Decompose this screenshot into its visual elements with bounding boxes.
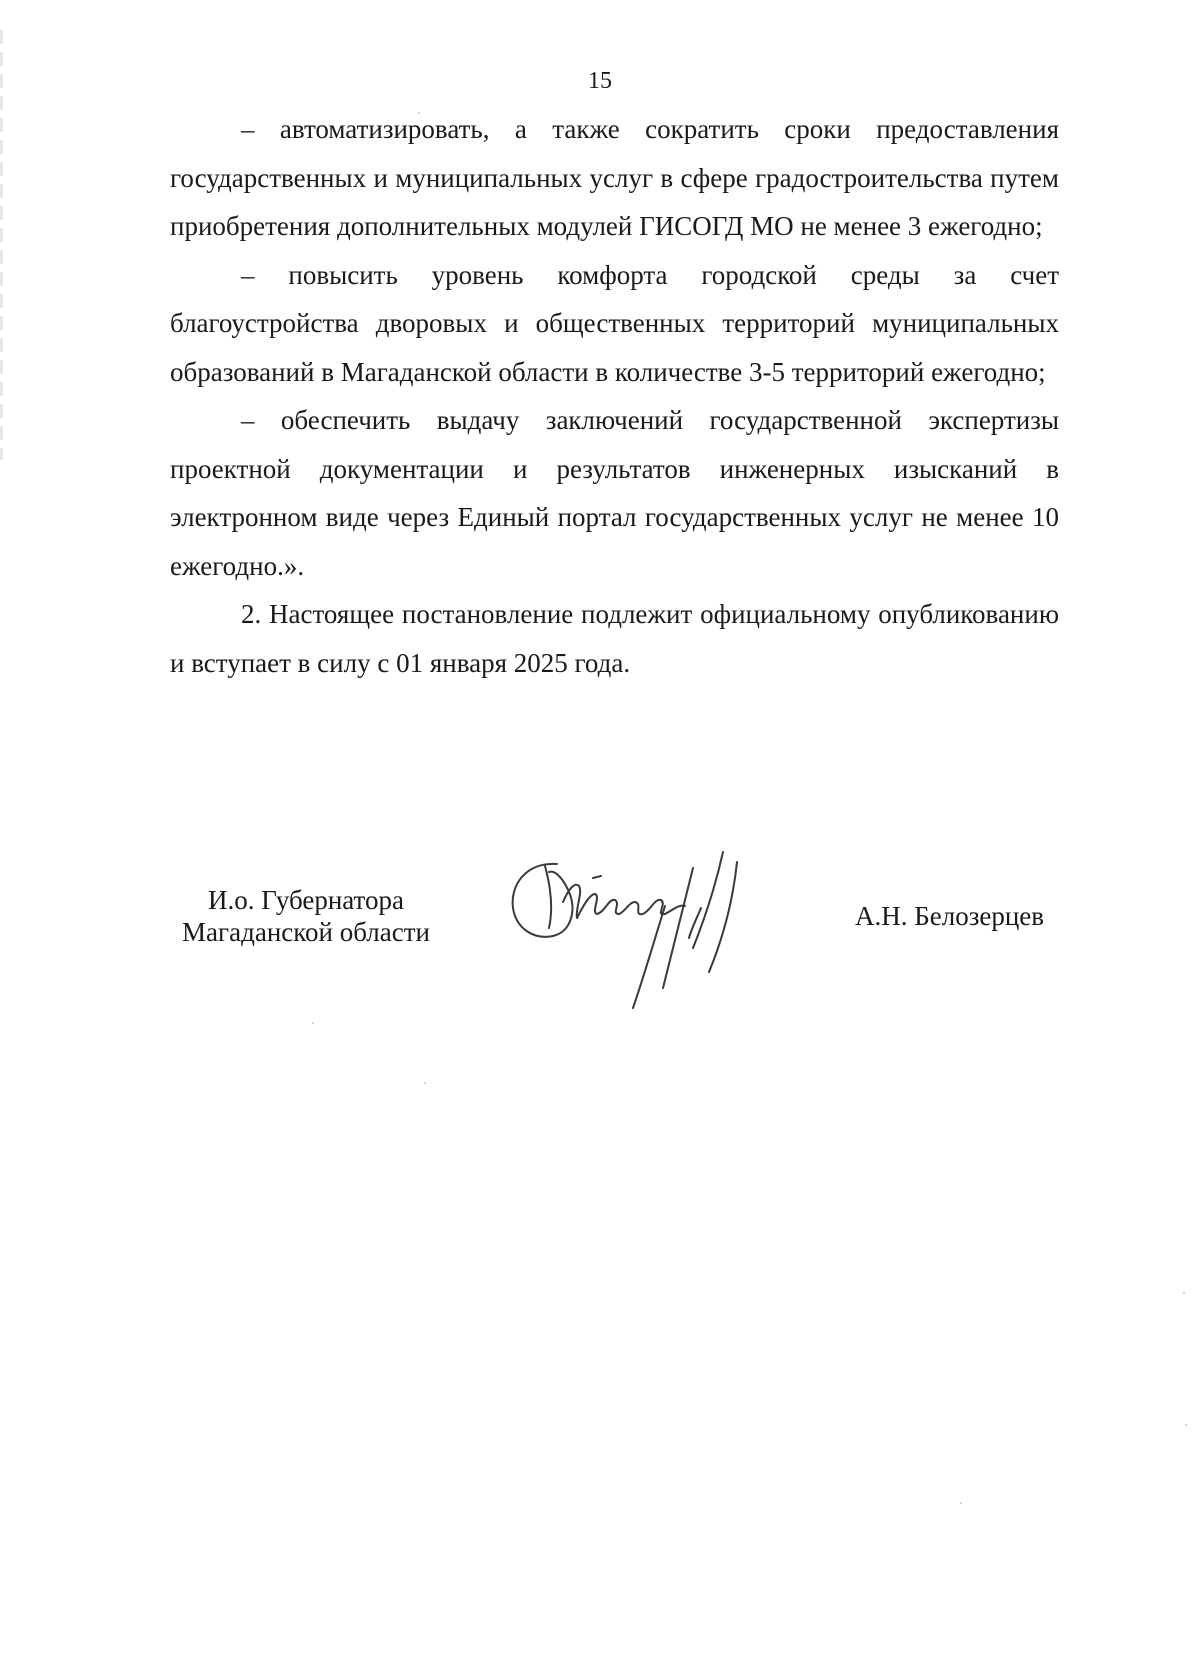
signatory-position-line-1: И.о. Губернатора — [207, 885, 404, 915]
page-number: 15 — [588, 68, 612, 94]
scan-speck — [424, 1082, 426, 1084]
paragraph-urban-comfort: – повысить уровень комфорта городской среды за счет благоустройства дворовых и общественных территорий муниципальных образований в Магаданской области в количестве 3-5 территорий ежегодно; — [170, 259, 1059, 387]
scan-speck — [960, 1502, 962, 1504]
handwritten-signature — [505, 848, 775, 1018]
paragraph-expertise-conclusions: – обеспечить выдачу заключений государственной экспертизы проектной документации и результатов инженерных изысканий в электронном виде через Единый портал государственных услуг не менее 10 ежегодно.». — [170, 405, 1059, 581]
scan-speck — [312, 1022, 314, 1024]
signatory-position-line-2: Магаданской области — [182, 917, 430, 947]
scan-speck — [418, 112, 420, 114]
scan-speck — [1185, 1424, 1187, 1426]
scan-speck — [1183, 1292, 1185, 1294]
document-body — [170, 105, 1059, 687]
signatory-name: А.Н. Белозерцев — [855, 901, 1045, 931]
paragraph-publication-clause: 2. Настоящее постановление подлежит официальному опубликованию и вступает в силу с 01 января 2025 года. — [170, 599, 1059, 678]
paragraph-gisogd-modules: – автоматизировать, а также сократить сроки предоставления государственных и муниципальных услуг в сфере градостроительства путем приобретения дополнительных модулей ГИСОГД МО не менее 3 ежегодно; — [170, 114, 1059, 241]
signatory-position — [160, 884, 452, 948]
